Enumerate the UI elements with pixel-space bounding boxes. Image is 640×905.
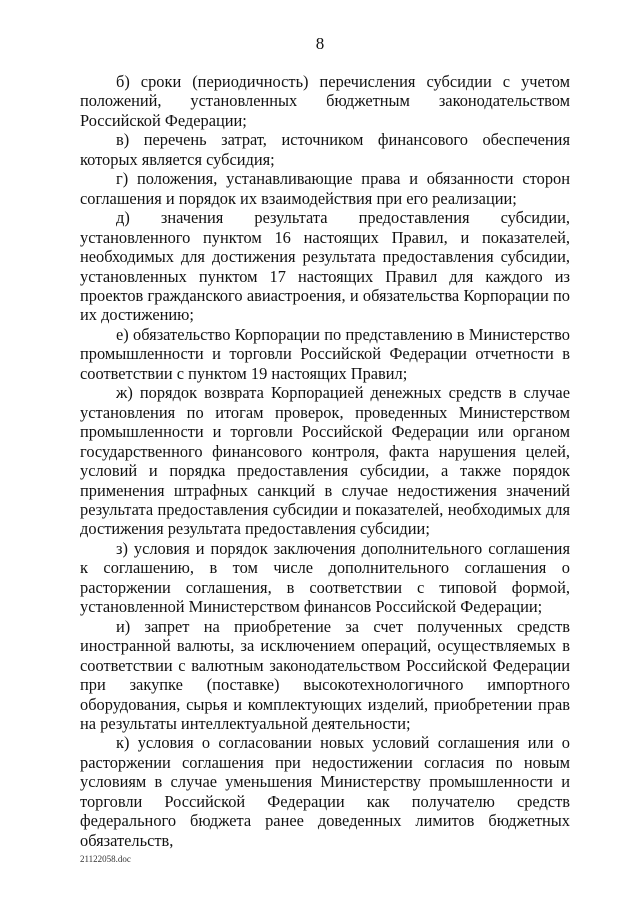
paragraph-d: д) значения результата предоставления субсидии, установленного пунктом 16 настоящих Правил, и показателей, необходимых для достижения результата предоставления субсидии, установленных пунктом 17 настоящих Правил для каждого из проектов гражданского авиастроения, и обязательства Корпорации по их достижению;	[80, 208, 570, 325]
paragraph-b: б) сроки (периодичность) перечисления субсидии с учетом положений, установленных бюджетным законодательством Российской Федерации;	[80, 72, 570, 130]
paragraph-k: к) условия о согласовании новых условий соглашения или о расторжении соглашения при недостижении согласия по новым условиям в случае уменьшения Министерству промышленности и торговли Российской Федерации как получателю средств федерального бюджета ранее доведенных лимитов бюджетных обязательств,	[80, 733, 570, 850]
paragraph-e: е) обязательство Корпорации по представлению в Министерство промышленности и торговли Российской Федерации отчетности в соответствии с пунктом 19 настоящих Правил;	[80, 324, 570, 383]
page-number: 8	[315, 34, 325, 53]
paragraph-zh: ж) порядок возврата Корпорацией денежных средств в случае установления по итогам проверок, проведенных Министерством промышленности и торговли Российской Федерации или органом государственного финансового контроля, факта нарушения целей, условий и порядка предоставления субсидии, а также порядок применения штрафных санкций в случае недостижения значений результата предоставления субсидии и показателей, необходимых для достижения результата предоставления субсидии;	[80, 383, 570, 539]
paragraph-g: г) положения, устанавливающие права и обязанности сторон соглашения и порядок их взаимодействия при его реализации;	[80, 169, 570, 208]
paragraph-z: з) условия и порядок заключения дополнительного соглашения к соглашению, в том числе дополнительного соглашения о расторжении соглашения, в соответствии с типовой формой, установленной Министерством финансов Российской Федерации;	[80, 538, 570, 617]
paragraph-v: в) перечень затрат, источником финансового обеспечения которых является субсидия;	[80, 130, 570, 169]
file-name-footer: 21122058.doc	[80, 854, 131, 864]
document-body	[80, 72, 570, 850]
paragraph-i: и) запрет на приобретение за счет полученных средств иностранной валюты, за исключением операций, осуществляемых в соответствии с валютным законодательством Российской Федерации при закупке (поставке) высокотехнологичного импортного оборудования, сырья и комплектующих изделий, приобретении прав на результаты интеллектуальной деятельности;	[80, 616, 570, 733]
